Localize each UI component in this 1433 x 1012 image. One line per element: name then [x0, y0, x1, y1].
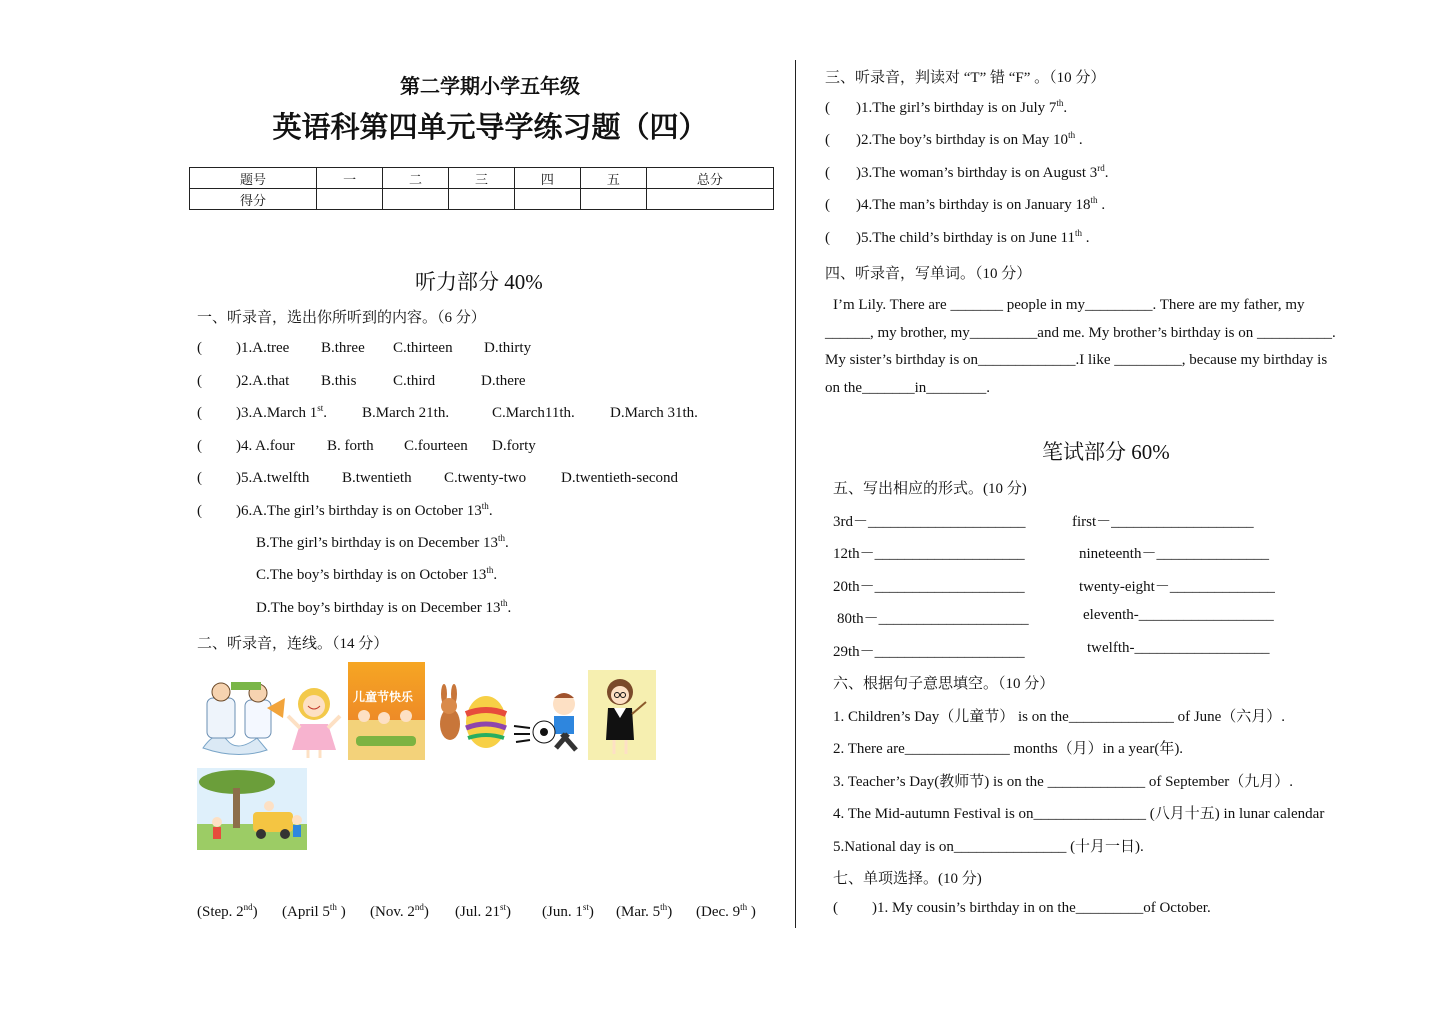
answer-paren: (	[197, 438, 202, 454]
part1-heading: 一、听录音，选出你所听到的内容。（6 分）	[197, 310, 486, 326]
option-a: )2.A.that	[236, 373, 290, 389]
answer-paren: (	[825, 132, 830, 148]
item-text: )1.The girl’s birthday is on July 7	[856, 100, 1057, 116]
close-paren: )	[747, 904, 756, 920]
date-text: (Jul. 21	[455, 904, 500, 920]
ordinal-suffix: st	[500, 902, 507, 912]
ordinal-suffix: th	[1075, 228, 1083, 238]
option-b: B.three	[321, 340, 365, 356]
easter-bunny-picture	[430, 684, 510, 752]
fill-item: 3. Teacher’s Day(教师节) is on the _____________ of September（九月）.	[833, 774, 1293, 790]
row-label: 得分	[190, 189, 317, 210]
form-row-left: 3rd－_____________________	[833, 514, 1026, 530]
score-cell[interactable]	[580, 189, 646, 210]
childrens-day-banner: 儿童节快乐	[353, 690, 414, 704]
tree-planting-picture	[197, 768, 307, 850]
date-option	[542, 904, 594, 921]
option-text: )6.A.The girl’s birthday is on October 13	[236, 503, 482, 519]
doctor-nurse-picture	[197, 678, 289, 758]
teacher-picture	[588, 670, 656, 760]
date-text: (Nov. 2	[370, 904, 415, 920]
answer-paren: (	[825, 230, 830, 246]
tf-item	[856, 230, 1090, 247]
option-text: D.The boy’s birthday is on December 13	[256, 600, 501, 616]
ordinal-suffix: th	[498, 533, 506, 543]
period: .	[507, 600, 512, 616]
item-text: )3.The woman’s birthday is on August 3	[856, 165, 1098, 181]
ordinal-suffix: th	[1068, 130, 1076, 140]
option-a	[236, 503, 493, 520]
option-a: )1.A.tree	[236, 340, 290, 356]
period: .	[1097, 197, 1106, 213]
option-a-text: )3.A.March 1	[236, 405, 318, 421]
header-cell: 四	[514, 168, 580, 189]
close-paren: )	[588, 904, 594, 920]
part2-heading: 二、听录音，连线。（14 分）	[197, 636, 389, 652]
period: .	[1063, 100, 1068, 116]
option-text: C.The boy’s birthday is on October 13	[256, 567, 487, 583]
form-row-left: 29th－____________________	[833, 644, 1025, 660]
option-d: D.March 31th.	[610, 405, 698, 421]
passage-line: My sister’s birthday is on_____________.I like _________, because my birthday is	[825, 352, 1328, 368]
option-d	[256, 600, 511, 617]
ordinal-suffix: nd	[414, 902, 424, 912]
listening-heading: 听力部分 40%	[415, 270, 543, 294]
date-option	[455, 904, 511, 921]
score-table-row	[190, 189, 774, 210]
part7-heading: 七、单项选择。(10 分)	[833, 871, 982, 887]
period: .	[488, 503, 493, 519]
option-b: B.twentieth	[342, 470, 412, 486]
option-c: C.thirteen	[393, 340, 453, 356]
item-text: )4.The man’s birthday is on January 18	[856, 197, 1091, 213]
option-c: C.March11th.	[492, 405, 575, 421]
ordinal-suffix: th	[660, 902, 668, 912]
header-cell: 五	[580, 168, 646, 189]
form-row-left: 20th－____________________	[833, 579, 1025, 595]
period: .	[323, 405, 327, 421]
tf-item	[856, 132, 1083, 149]
score-table-header-row	[190, 168, 774, 189]
close-paren: )	[336, 904, 346, 920]
score-cell[interactable]	[448, 189, 514, 210]
date-option	[197, 904, 258, 921]
passage-line: I’m Lily. There are _______ people in my_________. There are my father, my	[833, 297, 1305, 313]
option-b: B.this	[321, 373, 357, 389]
ordinal-suffix: th	[481, 501, 489, 511]
ordinal-suffix: th	[740, 902, 748, 912]
answer-paren: (	[825, 100, 830, 116]
ordinal-suffix: nd	[243, 902, 253, 912]
date-text: (Dec. 9	[696, 904, 741, 920]
period: .	[493, 567, 498, 583]
part4-heading: 四、听录音，写单词。（10 分）	[825, 266, 1032, 282]
form-row-right: nineteenth－_______________	[1079, 546, 1269, 562]
form-row-right: eleventh-__________________	[1083, 607, 1274, 623]
option-c: C.twenty-two	[444, 470, 527, 486]
title-line-1: 第二学期小学五年级	[400, 74, 580, 98]
date-option	[696, 904, 756, 921]
date-option	[282, 904, 346, 921]
score-cell[interactable]	[646, 189, 773, 210]
option-b	[256, 535, 509, 552]
option-d: D.forty	[492, 438, 536, 454]
written-heading: 笔试部分 60%	[1042, 440, 1170, 464]
item-text: )2.The boy’s birthday is on May 10	[856, 132, 1069, 148]
football-boy-picture	[512, 688, 588, 758]
ordinal-suffix: th	[1090, 195, 1098, 205]
answer-paren: (	[197, 373, 202, 389]
fill-item: 2. There are______________ months（月）in a year(年).	[833, 741, 1184, 757]
form-row-left: 80th－____________________	[837, 611, 1029, 627]
date-text: (April 5	[282, 904, 330, 920]
option-c: C.fourteen	[404, 438, 468, 454]
header-cell: 二	[383, 168, 449, 189]
score-table	[189, 167, 774, 210]
item-text: )5.The child’s birthday is on June 11	[856, 230, 1075, 246]
girl-picture	[286, 684, 342, 760]
passage-line: ______, my brother, my_________and me. My brother’s birthday is on __________.	[825, 325, 1336, 341]
date-text: (Jun. 1	[542, 904, 583, 920]
period: .	[505, 535, 509, 551]
form-row-left: 12th－____________________	[833, 546, 1025, 562]
form-row-right: twenty-eight－______________	[1079, 579, 1275, 595]
option-d: D.there	[481, 373, 526, 389]
score-cell[interactable]	[317, 189, 383, 210]
tf-item	[856, 165, 1108, 182]
close-paren: )	[506, 904, 512, 920]
ordinal-suffix: th	[486, 565, 494, 575]
part6-heading: 六、根据句子意思填空。（10 分）	[833, 676, 1055, 692]
date-text: (Step. 2	[197, 904, 244, 920]
header-cell: 总分	[646, 168, 773, 189]
tf-item	[856, 100, 1067, 117]
period: .	[1075, 132, 1083, 148]
answer-paren: (	[825, 165, 830, 181]
part5-heading: 五、写出相应的形式。(10 分)	[833, 481, 1027, 497]
option-b: B.March 21th.	[362, 405, 450, 421]
part3-heading: 三、听录音，判读对 “T” 错 “F” 。（10 分）	[825, 70, 1106, 86]
ordinal-suffix: st	[317, 403, 324, 413]
option-b: B. forth	[327, 438, 374, 454]
fill-item: 1. Children’s Day（儿童节） is on the______________ of June（六月）.	[833, 709, 1286, 725]
option-a: )4. A.four	[236, 438, 295, 454]
ordinal-suffix: rd	[1097, 163, 1105, 173]
choice-question: )1. My cousin’s birthday in on the_________of October.	[872, 900, 1211, 916]
close-paren: )	[252, 904, 258, 920]
fill-item: 5.National day is on_______________ (十月一日).	[833, 839, 1144, 855]
close-paren: )	[423, 904, 429, 920]
column-divider	[795, 60, 796, 928]
ordinal-suffix: th	[1056, 98, 1064, 108]
answer-paren: (	[197, 470, 202, 486]
header-cell: 一	[317, 168, 383, 189]
score-cell[interactable]	[514, 189, 580, 210]
answer-paren: (	[833, 900, 838, 916]
title-line-2: 英语科第四单元导学练习题（四）	[272, 110, 708, 144]
answer-paren: (	[197, 405, 202, 421]
option-a: )5.A.twelfth	[236, 470, 310, 486]
ordinal-suffix: st	[582, 902, 589, 912]
date-option	[370, 904, 429, 921]
form-row-right: twelfth-__________________	[1087, 640, 1270, 656]
period: .	[1082, 230, 1090, 246]
form-row-right: first－___________________	[1072, 514, 1254, 530]
option-c	[256, 567, 497, 584]
header-cell: 题号	[190, 168, 317, 189]
option-d: D.thirty	[484, 340, 532, 356]
option-d: D.twentieth-second	[561, 470, 679, 486]
tf-item	[856, 197, 1105, 214]
date-text: (Mar. 5	[616, 904, 661, 920]
option-a	[236, 405, 327, 422]
ordinal-suffix: th	[500, 598, 508, 608]
period: .	[1104, 165, 1109, 181]
ordinal-suffix: th	[329, 902, 337, 912]
option-text: B.The girl’s birthday is on December 13	[256, 535, 499, 551]
score-cell[interactable]	[383, 189, 449, 210]
answer-paren: (	[197, 503, 202, 519]
close-paren: )	[667, 904, 673, 920]
answer-paren: (	[825, 197, 830, 213]
option-c: C.third	[393, 373, 436, 389]
date-option	[616, 904, 672, 921]
answer-paren: (	[197, 340, 202, 356]
childrens-day-picture	[348, 662, 425, 760]
header-cell: 三	[448, 168, 514, 189]
passage-line: on the_______in________.	[825, 380, 990, 396]
fill-item: 4. The Mid-autumn Festival is on_______________ (八月十五) in lunar calendar	[833, 806, 1325, 822]
